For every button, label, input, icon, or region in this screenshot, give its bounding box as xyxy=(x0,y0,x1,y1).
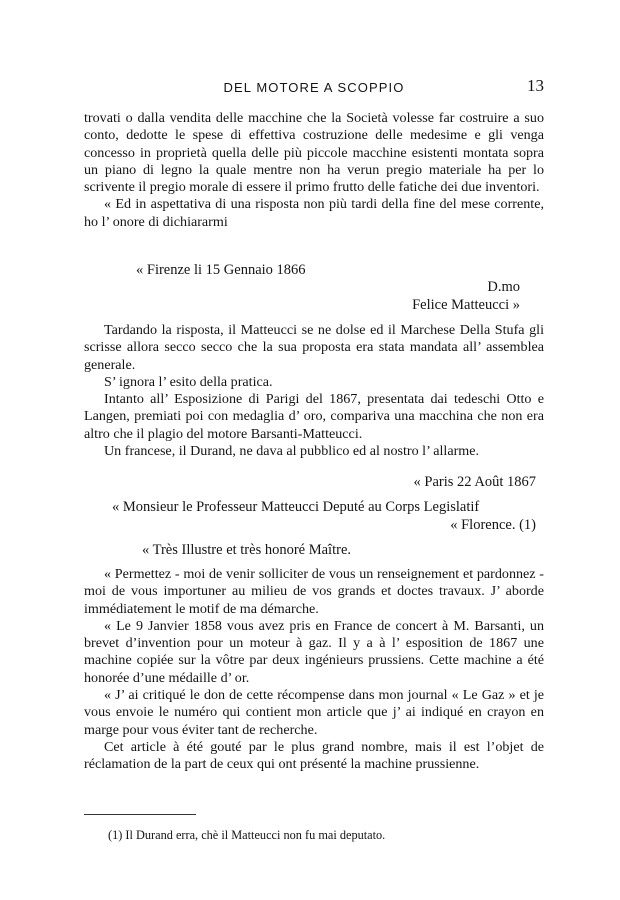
paragraph: « Permettez - moi de venir solliciter de vous un renseignement et pardonnez - moi de vous importuner au milieu de vos grands et doctes travaux. J’ aborde immédiatement le motif de ma démarche. xyxy=(84,566,544,617)
text-block-2 xyxy=(84,322,544,460)
paragraph: Cet article à été gouté par le plus grand nombre, mais il est l’objet de réclamation de la part de ceux qui ont présenté la machine prussienne. xyxy=(84,738,544,773)
signature-name: Felice Matteucci » xyxy=(412,296,520,313)
paragraph: Un francese, il Durand, ne dava al pubblico ed al nostro l’ allarme. xyxy=(104,443,480,460)
letter-date-line: « Paris 22 Août 1867 xyxy=(413,474,536,490)
paragraph: « Le 9 Janvier 1858 vous avez pris en France de concert à M. Barsanti, un brevet d’invention pour un moteur à gaz. Il y a à l’ esposition de 1867 une machine copiée sur la vôtre par deux ingénieurs prussiens. Cette machine a été honorée d’une médaille d’ or. xyxy=(84,617,544,686)
page-number: 13 xyxy=(527,76,544,95)
page-header xyxy=(84,76,544,100)
paragraph: « J’ ai critiqué le don de cette récompense dans mon journal « Le Gaz » et je vous envoie le numéro qui contient mon article que j’ ai indiqué en crayon en marge pour vous éviter tant de recherche. xyxy=(84,687,544,738)
letter-date-line: « Firenze li 15 Gennaio 1866 xyxy=(136,262,306,278)
letter-signature xyxy=(390,279,520,314)
paragraph: Tardando la risposta, il Matteucci se ne dolse ed il Marchese Della Stufa gli scrisse allora secco secco che la sua proposta era stata mandata all’ assemblea generale. xyxy=(84,322,544,373)
running-title: DEL MOTORE A SCOPPIO xyxy=(223,80,405,95)
text-block-3 xyxy=(84,566,544,774)
paragraph-continuation: trovati o dalla vendita delle macchine che la Società volesse far costruire a suo conto, dedotte le spese di effettiva costruzione delle medesime e gli venga concesso in proprietà quella delle più piccole macchine esistenti montata sopra un piano di legno la quale mentre non ha verun pregio materiale ha per lo scrivente il pregio morale di essere il primo frutto delle fatiche dei due inventori. xyxy=(84,110,544,196)
paragraph-closing: « Ed in aspettativa di una risposta non più tardi della fine del mese corrente, ho l’ onore di dichiararmi xyxy=(84,196,544,230)
signature-devotion: D.mo xyxy=(487,279,520,295)
text-block-1 xyxy=(84,110,544,231)
footnote: (1) Il Durand erra, chè il Matteucci non fu mai deputato. xyxy=(108,828,386,842)
letter-addressee: « Monsieur le Professeur Matteucci Deputé au Corps Legislatif xyxy=(112,499,480,515)
footnote-divider xyxy=(84,814,196,815)
letter-addressee-city: « Florence. (1) xyxy=(450,517,536,533)
paragraph: Intanto all’ Esposizione di Parigi del 1867, presentata dai tedeschi Otto e Langen, premiati poi con medaglia d’ oro, compariva una macchina che non era altro che il plagio del motore Barsanti-Matteucci. xyxy=(84,391,544,442)
letter-salutation: « Très Illustre et très honoré Maître. xyxy=(142,542,352,558)
paragraph: S’ ignora l’ esito della pratica. xyxy=(104,373,273,390)
